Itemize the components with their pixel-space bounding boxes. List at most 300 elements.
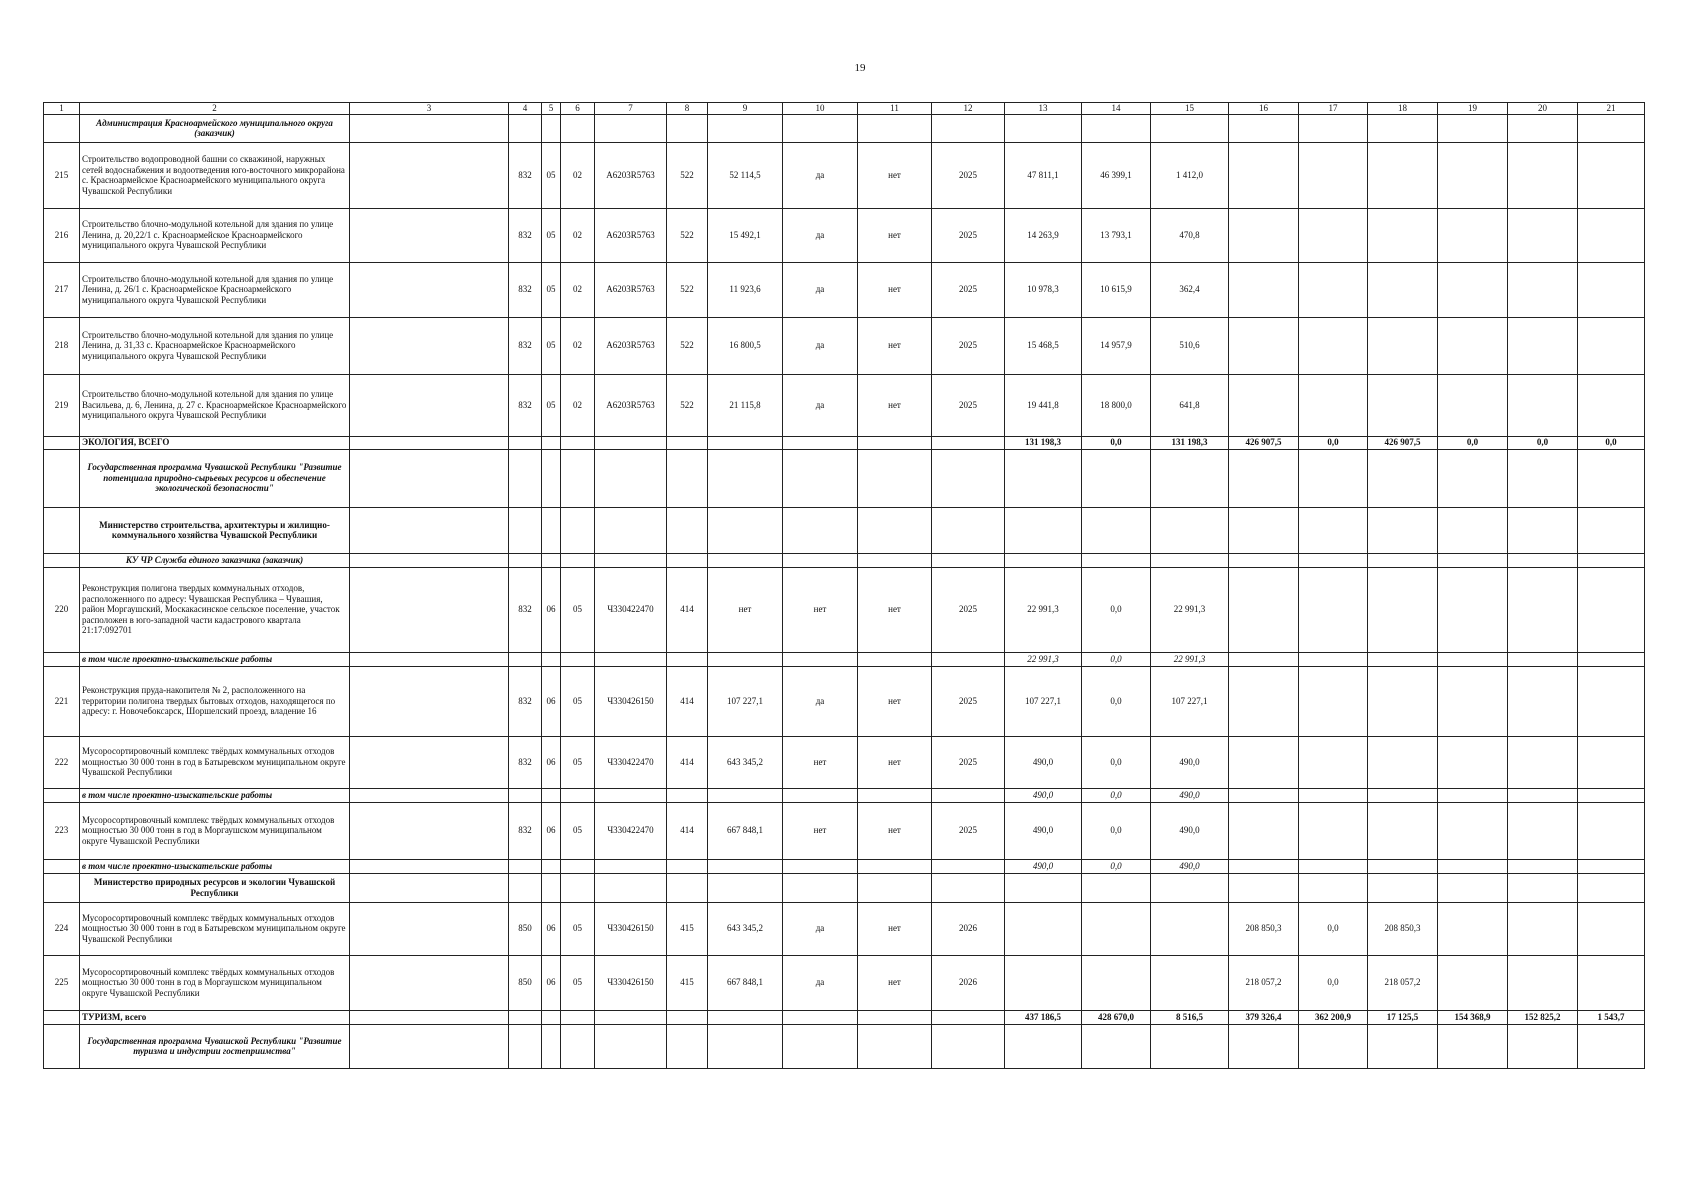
table-cell [1299, 374, 1368, 436]
table-cell [1151, 114, 1229, 142]
row-name-cell: Строительство блочно-модульной котельной для здания по улице Васильева, д. 6, Ленина, д. 27 с. Красноармейское Красноармейского муниципального округа Чувашской Республики [80, 374, 350, 436]
header-cell: 7 [595, 103, 667, 115]
table-cell: да [783, 142, 858, 208]
table-row [44, 902, 1645, 955]
table-cell: 2025 [932, 317, 1005, 374]
row-name-cell: Мусоросортировочный комплекс твёрдых коммунальных отходов мощностью 30 000 тонн в год в Моргаушском муниципальном округе Чувашской Республики [80, 802, 350, 859]
table-cell: 379 326,4 [1229, 1010, 1299, 1024]
table-cell: нет [783, 567, 858, 652]
row-name-cell: Мусоросортировочный комплекс твёрдых коммунальных отходов мощностью 30 000 тонн в год в Батыревском муниципальном округе Чувашской Республики [80, 902, 350, 955]
table-cell [1508, 142, 1578, 208]
table-row [44, 317, 1645, 374]
table-cell [542, 652, 561, 666]
row-name-cell: в том числе проектно-изыскательские работы [80, 859, 350, 873]
table-cell [1151, 507, 1229, 553]
table-cell [1578, 507, 1645, 553]
table-cell [1508, 114, 1578, 142]
header-cell: 2 [80, 103, 350, 115]
table-cell [1229, 449, 1299, 507]
table-cell: нет [858, 208, 932, 262]
table-cell [1368, 859, 1438, 873]
table-cell [1299, 142, 1368, 208]
table-cell [542, 1010, 561, 1024]
row-number-cell [44, 859, 80, 873]
table-row [44, 114, 1645, 142]
header-cell: 20 [1508, 103, 1578, 115]
row-number-cell [44, 449, 80, 507]
row-name-cell: Строительство водопроводной башни со скважиной, наружных сетей водоснабжения и водоотведения юго-восточного микрорайона с. Красноармейское Красноармейского муниципального округа Чувашской Республики [80, 142, 350, 208]
table-cell: А6203R5763 [595, 142, 667, 208]
table-row [44, 449, 1645, 507]
table-cell: 522 [667, 317, 708, 374]
table-cell [667, 873, 708, 902]
table-cell: 522 [667, 142, 708, 208]
table-cell: 428 670,0 [1082, 1010, 1151, 1024]
table-cell [1438, 449, 1508, 507]
table-cell: 2026 [932, 902, 1005, 955]
table-cell [1508, 553, 1578, 567]
header-cell: 9 [708, 103, 783, 115]
table-cell [1151, 449, 1229, 507]
table-cell [858, 553, 932, 567]
table-cell [858, 449, 932, 507]
table-cell [350, 788, 509, 802]
table-cell: 490,0 [1005, 788, 1082, 802]
table-cell [783, 553, 858, 567]
page-number: 19 [854, 62, 866, 74]
table-cell: 17 125,5 [1368, 1010, 1438, 1024]
table-cell: 510,6 [1151, 317, 1229, 374]
row-number-cell [44, 507, 80, 553]
table-cell: 02 [561, 142, 595, 208]
table-cell [783, 652, 858, 666]
table-cell [542, 859, 561, 873]
table-cell [708, 114, 783, 142]
table-cell: 490,0 [1151, 802, 1229, 859]
table-cell [561, 652, 595, 666]
table-cell [708, 449, 783, 507]
table-row [44, 553, 1645, 567]
table-cell: 643 345,2 [708, 736, 783, 788]
table-cell [1005, 902, 1082, 955]
table-cell [1151, 873, 1229, 902]
table-cell [1229, 666, 1299, 736]
table-row [44, 208, 1645, 262]
table-cell: 2025 [932, 736, 1005, 788]
table-cell [1005, 114, 1082, 142]
table-cell: 06 [542, 666, 561, 736]
table-cell: 131 198,3 [1005, 436, 1082, 449]
table-cell [1438, 114, 1508, 142]
table-cell: 643 345,2 [708, 902, 783, 955]
table-cell [1082, 114, 1151, 142]
table-cell: да [783, 208, 858, 262]
table-cell [1578, 317, 1645, 374]
table-cell: 490,0 [1151, 736, 1229, 788]
table-cell [1229, 788, 1299, 802]
table-cell [350, 567, 509, 652]
table-cell: 0,0 [1299, 436, 1368, 449]
table-cell: 52 114,5 [708, 142, 783, 208]
table-cell: 414 [667, 802, 708, 859]
table-cell: 21 115,8 [708, 374, 783, 436]
table-cell [858, 1024, 932, 1068]
table-cell [509, 114, 542, 142]
table-cell [1229, 567, 1299, 652]
header-row [44, 103, 1645, 115]
table-cell: 0,0 [1082, 652, 1151, 666]
table-cell [1578, 736, 1645, 788]
table-cell [595, 507, 667, 553]
table-cell: А6203R5763 [595, 317, 667, 374]
table-cell [708, 859, 783, 873]
table-cell: 414 [667, 666, 708, 736]
table-cell [667, 788, 708, 802]
table-cell: 15 468,5 [1005, 317, 1082, 374]
table-cell: нет [783, 802, 858, 859]
table-cell [350, 873, 509, 902]
table-cell [858, 873, 932, 902]
table-cell: 522 [667, 374, 708, 436]
table-cell: 10 615,9 [1082, 262, 1151, 317]
table-cell [1005, 1024, 1082, 1068]
row-number-cell [44, 436, 80, 449]
table-cell [1438, 567, 1508, 652]
table-cell [542, 553, 561, 567]
table-cell [1578, 553, 1645, 567]
table-cell: 208 850,3 [1229, 902, 1299, 955]
row-name-cell: ЭКОЛОГИЯ, ВСЕГО [80, 436, 350, 449]
table-cell [595, 1010, 667, 1024]
table-cell [1508, 666, 1578, 736]
table-row [44, 567, 1645, 652]
table-cell [1299, 317, 1368, 374]
table-cell [858, 114, 932, 142]
table-cell [1508, 873, 1578, 902]
table-row [44, 955, 1645, 1010]
table-cell [1578, 567, 1645, 652]
table-cell [595, 788, 667, 802]
table-cell [1299, 449, 1368, 507]
table-cell [1508, 449, 1578, 507]
table-cell [1299, 507, 1368, 553]
table-cell: 2025 [932, 208, 1005, 262]
table-cell: нет [858, 142, 932, 208]
table-cell: 667 848,1 [708, 802, 783, 859]
table-cell: 414 [667, 567, 708, 652]
table-cell [350, 652, 509, 666]
table-cell [509, 436, 542, 449]
header-cell: 4 [509, 103, 542, 115]
table-cell: 490,0 [1005, 736, 1082, 788]
table-cell [1438, 374, 1508, 436]
table-cell: 107 227,1 [1005, 666, 1082, 736]
row-name-cell: КУ ЧР Служба единого заказчика (заказчик) [80, 553, 350, 567]
header-cell: 13 [1005, 103, 1082, 115]
table-cell [561, 1010, 595, 1024]
header-cell: 14 [1082, 103, 1151, 115]
table-cell [1438, 802, 1508, 859]
table-cell [1005, 553, 1082, 567]
table-cell [1082, 902, 1151, 955]
table-cell: 05 [561, 955, 595, 1010]
table-cell [542, 114, 561, 142]
table-cell [1368, 788, 1438, 802]
table-cell [1299, 736, 1368, 788]
table-cell [350, 859, 509, 873]
table-cell [932, 873, 1005, 902]
table-cell [708, 788, 783, 802]
table-row [44, 262, 1645, 317]
table-cell: 415 [667, 955, 708, 1010]
table-cell [561, 114, 595, 142]
table-cell [1438, 1024, 1508, 1068]
table-cell [1299, 666, 1368, 736]
table-cell [561, 859, 595, 873]
table-row [44, 666, 1645, 736]
table-cell [1299, 208, 1368, 262]
table-cell: 362 200,9 [1299, 1010, 1368, 1024]
table-cell [1299, 873, 1368, 902]
table-cell [350, 902, 509, 955]
table-cell [1368, 553, 1438, 567]
table-cell [1151, 902, 1229, 955]
table-cell [783, 873, 858, 902]
table-cell: 47 811,1 [1005, 142, 1082, 208]
table-cell [542, 436, 561, 449]
table-cell [350, 374, 509, 436]
table-cell: 0,0 [1299, 955, 1368, 1010]
header-cell: 8 [667, 103, 708, 115]
table-cell [1082, 553, 1151, 567]
table-cell [1368, 114, 1438, 142]
table-cell [1508, 802, 1578, 859]
table-cell [561, 449, 595, 507]
table-cell [1005, 873, 1082, 902]
table-row [44, 873, 1645, 902]
table-cell: нет [858, 262, 932, 317]
table-cell: 06 [542, 902, 561, 955]
row-name-cell: Мусоросортировочный комплекс твёрдых коммунальных отходов мощностью 30 000 тонн в год в Моргаушском муниципальном округе Чувашской Республики [80, 955, 350, 1010]
table-cell: А6203R5763 [595, 208, 667, 262]
table-cell: 832 [509, 666, 542, 736]
table-cell: 0,0 [1082, 436, 1151, 449]
table-cell: 832 [509, 262, 542, 317]
table-cell [509, 859, 542, 873]
row-number-cell: 219 [44, 374, 80, 436]
table-cell [1438, 208, 1508, 262]
table-cell: 850 [509, 902, 542, 955]
table-cell [350, 142, 509, 208]
table-cell: Ч330422470 [595, 802, 667, 859]
table-cell [1508, 736, 1578, 788]
table-cell [667, 1024, 708, 1068]
table-cell: 2026 [932, 955, 1005, 1010]
table-cell [1005, 449, 1082, 507]
header-cell: 16 [1229, 103, 1299, 115]
table-cell [350, 1024, 509, 1068]
table-cell: 832 [509, 736, 542, 788]
table-cell [1578, 955, 1645, 1010]
table-cell [1229, 317, 1299, 374]
table-cell [561, 788, 595, 802]
table-cell [667, 859, 708, 873]
table-cell: 05 [561, 736, 595, 788]
table-cell [1082, 873, 1151, 902]
table-row [44, 802, 1645, 859]
table-cell [1368, 142, 1438, 208]
table-cell: 426 907,5 [1368, 436, 1438, 449]
row-number-cell [44, 652, 80, 666]
table-cell: нет [783, 736, 858, 788]
table-cell [1368, 317, 1438, 374]
row-name-cell: Государственная программа Чувашской Республики "Развитие туризма и индустрии гостеприимства" [80, 1024, 350, 1068]
table-cell: 0,0 [1578, 436, 1645, 449]
table-cell: 154 368,9 [1438, 1010, 1508, 1024]
table-cell [708, 436, 783, 449]
table-cell [1578, 873, 1645, 902]
table-cell [667, 1010, 708, 1024]
table-cell [1229, 374, 1299, 436]
table-cell [1299, 553, 1368, 567]
table-cell [1578, 142, 1645, 208]
table-cell [542, 873, 561, 902]
table-cell [708, 1010, 783, 1024]
table-cell [1151, 1024, 1229, 1068]
table-cell: 107 227,1 [708, 666, 783, 736]
row-number-cell: 220 [44, 567, 80, 652]
table-cell [595, 436, 667, 449]
table-cell [1578, 666, 1645, 736]
table-cell: нет [858, 955, 932, 1010]
table-cell [1508, 1024, 1578, 1068]
table-cell: 415 [667, 902, 708, 955]
table-cell [1578, 449, 1645, 507]
table-cell [350, 666, 509, 736]
table-cell: 470,8 [1151, 208, 1229, 262]
table-cell: 850 [509, 955, 542, 1010]
table-cell [1368, 567, 1438, 652]
table-cell: 06 [542, 955, 561, 1010]
row-name-cell: в том числе проектно-изыскательские работы [80, 788, 350, 802]
header-cell: 10 [783, 103, 858, 115]
row-name-cell: ТУРИЗМ, всего [80, 1010, 350, 1024]
table-cell [708, 1024, 783, 1068]
row-name-cell: Администрация Красноармейского муниципального округа (заказчик) [80, 114, 350, 142]
row-name-cell: Мусоросортировочный комплекс твёрдых коммунальных отходов мощностью 30 000 тонн в год в Батыревском муниципальном округе Чувашской Республики [80, 736, 350, 788]
table-cell [858, 436, 932, 449]
table-row [44, 1024, 1645, 1068]
table-cell [509, 873, 542, 902]
table-cell [1368, 873, 1438, 902]
table-cell: нет [858, 736, 932, 788]
table-cell [932, 114, 1005, 142]
table-cell: 667 848,1 [708, 955, 783, 1010]
table-cell [561, 873, 595, 902]
table-cell [1438, 955, 1508, 1010]
table-cell: 11 923,6 [708, 262, 783, 317]
table-cell [595, 449, 667, 507]
header-cell: 18 [1368, 103, 1438, 115]
table-cell: 2025 [932, 567, 1005, 652]
table-cell [350, 1010, 509, 1024]
table-row [44, 788, 1645, 802]
table-cell: 02 [561, 374, 595, 436]
table-cell: Ч330426150 [595, 902, 667, 955]
row-number-cell [44, 1010, 80, 1024]
row-number-cell: 217 [44, 262, 80, 317]
table-cell: 22 991,3 [1005, 652, 1082, 666]
table-cell [542, 788, 561, 802]
table-cell [595, 1024, 667, 1068]
row-name-cell: в том числе проектно-изыскательские работы [80, 652, 350, 666]
table-cell [858, 788, 932, 802]
table-cell: 02 [561, 208, 595, 262]
row-number-cell: 223 [44, 802, 80, 859]
table-cell: 641,8 [1151, 374, 1229, 436]
table-cell [509, 507, 542, 553]
table-row [44, 1010, 1645, 1024]
table-cell [1299, 1024, 1368, 1068]
row-number-cell [44, 553, 80, 567]
row-name-cell: Министерство строительства, архитектуры и жилищно-коммунального хозяйства Чувашской Республики [80, 507, 350, 553]
table-cell: 0,0 [1508, 436, 1578, 449]
table-cell [1438, 736, 1508, 788]
table-cell [1229, 873, 1299, 902]
table-cell: 0,0 [1082, 567, 1151, 652]
table-cell [350, 736, 509, 788]
table-cell: да [783, 317, 858, 374]
table-cell [509, 652, 542, 666]
table-cell [1229, 859, 1299, 873]
table-cell [1508, 507, 1578, 553]
table-cell [1299, 567, 1368, 652]
table-cell [1229, 1024, 1299, 1068]
header-cell: 3 [350, 103, 509, 115]
table-cell [1578, 262, 1645, 317]
table-cell [1005, 507, 1082, 553]
table-cell [561, 507, 595, 553]
table-cell [542, 449, 561, 507]
table-cell [509, 788, 542, 802]
table-cell: да [783, 374, 858, 436]
table-cell [1368, 1024, 1438, 1068]
table-cell: 522 [667, 208, 708, 262]
table-cell: Ч330426150 [595, 955, 667, 1010]
table-cell [1578, 114, 1645, 142]
table-cell [350, 449, 509, 507]
table-cell [1578, 859, 1645, 873]
table-row [44, 859, 1645, 873]
table-cell: 16 800,5 [708, 317, 783, 374]
table-cell: нет [858, 666, 932, 736]
table-cell: 18 800,0 [1082, 374, 1151, 436]
table-cell [595, 859, 667, 873]
table-cell [1368, 802, 1438, 859]
header-cell: 21 [1578, 103, 1645, 115]
table-cell [858, 652, 932, 666]
row-number-cell [44, 114, 80, 142]
table-cell [595, 652, 667, 666]
table-row [44, 374, 1645, 436]
table-cell: 0,0 [1082, 666, 1151, 736]
table-cell: 832 [509, 317, 542, 374]
table-cell: 832 [509, 208, 542, 262]
table-cell [1299, 802, 1368, 859]
table-cell [1508, 567, 1578, 652]
table-cell: 0,0 [1082, 788, 1151, 802]
table-cell: нет [858, 317, 932, 374]
